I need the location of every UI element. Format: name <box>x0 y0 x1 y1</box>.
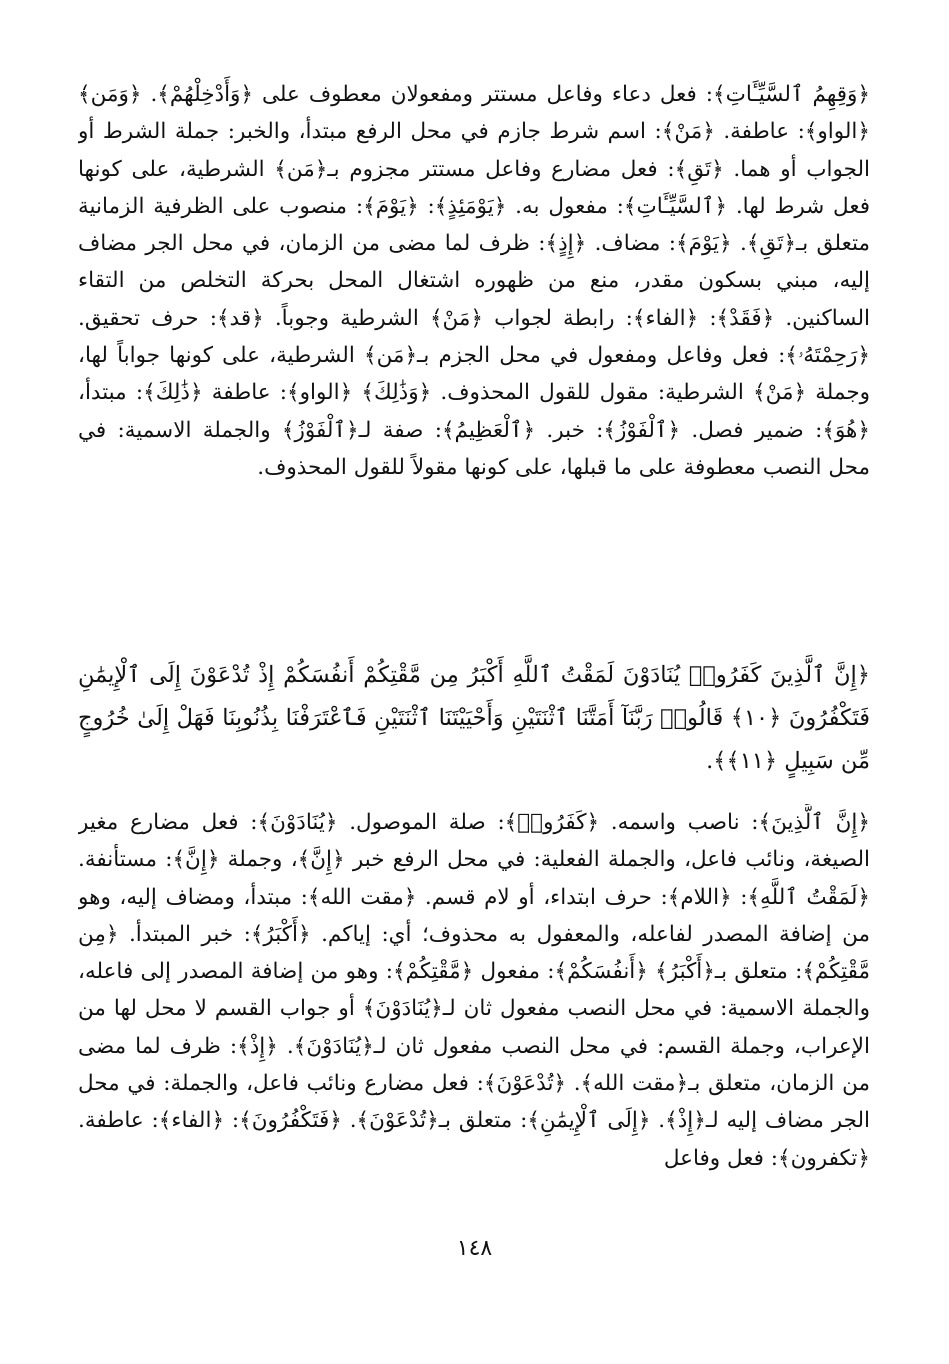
commentary-paragraph-1: ﴿وَقِهِمُ ٱلسَّيِّـَٔاتِ﴾: فعل دعاء وفاعل مستتر ومفعولان معطوف على ﴿وَأَدْخِلْهُمْ﴾. ﴿وَمَن﴾ ﴿الواو﴾: عاطفة. ﴿مَنْ﴾: اسم شرط جازم في محل الرفع مبتدأ، والخبر: جملة الشرط أو الجواب أو هما. ﴿تَقِ﴾: فعل مضارع وفاعل مستتر مجزوم بـ﴿مَن﴾ الشرطية، على كونها فعل شرط لها. ﴿ٱلسَّيِّـَٔاتِ﴾: مفعول به. ﴿يَوْمَئِذٍ﴾: ﴿يَوْمَ﴾: منصوب على الظرفية الزمانية متعلق بـ﴿تَقِ﴾. ﴿يَوْمَ﴾: مضاف. ﴿إِذٍ﴾: ظرف لما مضى من الزمان، في محل الجر مضاف إليه، مبني بسكون مقدر، منع من ظهوره اشتغال المحل بحركة التخلص من التقاء الساكنين. ﴿فَقَدْ﴾: ﴿الفاء﴾: رابطة لجواب ﴿مَنْ﴾ الشرطية وجوباً. ﴿قد﴾: حرف تحقيق. ﴿رَحِمْتَهُۥ﴾: فعل وفاعل ومفعول في محل الجزم بـ﴿مَن﴾ الشرطية، على كونها جواباً لها، وجملة ﴿مَنْ﴾ الشرطية: مقول للقول المحذوف. ﴿وَذَٰلِكَ﴾ ﴿الواو﴾: عاطفة ﴿ذَٰلِكَ﴾: مبتدأ، ﴿هُوَ﴾: ضمير فصل. ﴿ٱلْفَوْزُ﴾: خبر. ﴿ٱلْعَظِيمُ﴾: صفة لـ﴿ٱلْفَوْزُ﴾ والجملة الاسمية: في محل النصب معطوفة على ما قبلها، على كونها مقولاً للقول المحذوف. <box>78 82 870 480</box>
page-number: ١٤٨ <box>456 1236 493 1261</box>
commentary-paragraph-2: ﴿إِنَّ ٱلَّذِينَ﴾: ناصب واسمه. ﴿كَفَرُوا۟﴾: صلة الموصول. ﴿يُنَادَوْنَ﴾: فعل مضارع مغير الصيغة، ونائب فاعل، والجملة الفعلية: في محل الرفع خبر ﴿إِنَّ﴾، وجملة ﴿إِنَّ﴾: مستأنفة. ﴿لَمَقْتُ ٱللَّهِ﴾: ﴿اللام﴾: حرف ابتداء، أو لام قسم. ﴿مقت الله﴾: مبتدأ، ومضاف إليه، وهو من إضافة المصدر لفاعله، والمعفول به محذوف؛ أي: إياكم. ﴿أَكْبَرُ﴾: خبر المبتدأ. ﴿مِن مَّقْتِكُمْ﴾: متعلق بـ﴿أَكْبَرُ﴾ ﴿أَنفُسَكُمْ﴾: مفعول ﴿مَّقْتِكُمْ﴾: وهو من إضافة المصدر إلى فاعله، والجملة الاسمية: في محل النصب مفعول ثان لـ﴿يُنَادَوْنَ﴾ أو جواب القسم لا محل لها من الإعراب، وجملة القسم: في محل النصب مفعول ثان لـ﴿يُنَادَوْنَ﴾. ﴿إِذْ﴾: ظرف لما مضى من الزمان، متعلق بـ﴿مقت الله﴾. ﴿تُدْعَوْنَ﴾: فعل مضارع ونائب فاعل، والجملة: في محل الجر مضاف إليه لـ﴿إِذْ﴾. ﴿إِلَى ٱلْإِيمَٰنِ﴾: متعلق بـ﴿تُدْعَوْنَ﴾. ﴿فَتَكْفُرُونَ﴾: ﴿الفاء﴾: عاطفة. ﴿تكفرون﴾: فعل وفاعل <box>78 810 870 1171</box>
quran-verse: ﴿إِنَّ ٱلَّذِينَ كَفَرُوا۟ يُنَادَوْنَ لَمَقْتُ ٱللَّهِ أَكْبَرُ مِن مَّقْتِكُمْ أَنفُسَكُمْ إِذْ تُدْعَوْنَ إِلَى ٱلْإِيمَٰنِ فَتَكْفُرُونَ ﴿١٠﴾ قَالُوا۟ رَبَّنَآ أَمَتَّنَا ٱثْنَتَيْنِ وَأَحْيَيْتَنَا ٱثْنَتَيْنِ فَٱعْتَرَفْنَا بِذُنُوبِنَا فَهَلْ إِلَىٰ خُرُوجٍ مِّن سَبِيلٍ ﴿١١﴾﴾. <box>78 662 870 774</box>
page-body <box>78 76 870 1276</box>
